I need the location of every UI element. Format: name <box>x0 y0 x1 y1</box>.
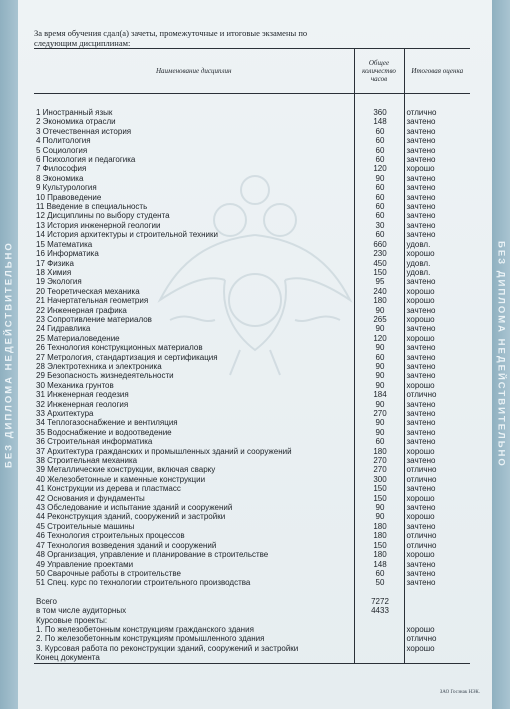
discipline-grade: зачтено <box>404 127 470 136</box>
discipline-hours: 180 <box>354 522 404 531</box>
discipline-hours: 230 <box>354 249 404 258</box>
discipline-hours: 60 <box>354 230 404 239</box>
table-row <box>34 550 470 559</box>
discipline-hours: 60 <box>354 211 404 220</box>
discipline-name: 19 Экология <box>36 277 82 287</box>
end-of-document: Конец документа <box>34 653 354 663</box>
discipline-grade: зачтено <box>404 569 470 578</box>
discipline-hours: 150 <box>354 494 404 503</box>
discipline-name: 24 Гидравлика <box>36 324 91 334</box>
discipline-hours: 90 <box>354 503 404 512</box>
projects-hours <box>354 616 404 625</box>
discipline-grade: отлично <box>404 465 470 474</box>
table-row <box>34 531 470 540</box>
table-row <box>34 475 470 484</box>
discipline-hours: 60 <box>354 202 404 211</box>
left-band-text: БЕЗ ДИПЛОМА НЕДЕЙСТВИТЕЛЬНО <box>3 241 15 468</box>
total-grade <box>404 597 470 606</box>
discipline-hours: 265 <box>354 315 404 324</box>
table-row <box>34 202 470 211</box>
discipline-hours: 150 <box>354 484 404 493</box>
table-row <box>34 315 470 324</box>
gap-cell <box>404 588 470 597</box>
discipline-grade: хорошо <box>404 164 470 173</box>
discipline-hours: 240 <box>354 287 404 296</box>
discipline-hours: 270 <box>354 409 404 418</box>
discipline-grade: зачтено <box>404 484 470 493</box>
discipline-grade: зачтено <box>404 343 470 352</box>
discipline-hours: 60 <box>354 127 404 136</box>
printer-code: ЗАО Госзнак НЭК. <box>439 690 480 695</box>
discipline-name: 51 Спец. курс по технологии строительного производства <box>36 578 251 588</box>
project-grade: хорошо <box>404 644 470 653</box>
header-final-grade: Итоговая оценка <box>404 49 470 94</box>
discipline-grade: отлично <box>404 475 470 484</box>
project-hours <box>354 634 404 643</box>
discipline-name: 30 Механика грунтов <box>36 380 114 390</box>
table-row <box>34 503 470 512</box>
table-row <box>34 418 470 427</box>
total-row <box>34 597 470 606</box>
discipline-name: 15 Математика <box>36 239 93 249</box>
project-row <box>34 634 470 643</box>
table-row <box>34 117 470 126</box>
grades-table <box>34 48 470 664</box>
table-row <box>34 522 470 531</box>
discipline-grade: хорошо <box>404 249 470 258</box>
discipline-name: 49 Управление проектами <box>36 559 134 569</box>
discipline-grade: зачтено <box>404 146 470 155</box>
discipline-name: 1 Иностранный язык <box>36 108 113 117</box>
discipline-name: 10 Правоведение <box>36 192 102 202</box>
discipline-hours: 120 <box>354 334 404 343</box>
discipline-name: 47 Технология возведения зданий и сооружений <box>36 540 217 550</box>
discipline-grade: зачтено <box>404 174 470 183</box>
discipline-name: 8 Экономика <box>36 173 84 183</box>
discipline-name: 25 Материаловедение <box>36 333 120 343</box>
discipline-name: 23 Сопротивление материалов <box>36 314 152 324</box>
discipline-grade: зачтено <box>404 428 470 437</box>
table-row <box>34 324 470 333</box>
project-grade: отлично <box>404 634 470 643</box>
discipline-name: 9 Культурология <box>36 183 97 193</box>
table-row <box>34 560 470 569</box>
discipline-name: 14 История архитектуры и строительной техники <box>36 230 218 240</box>
discipline-name: 18 Химия <box>36 267 72 277</box>
table-row <box>34 296 470 305</box>
discipline-grade: зачтено <box>404 522 470 531</box>
project-hours <box>354 644 404 653</box>
project-name: 3. Курсовая работа по реконструкции зданий, сооружений и застройки <box>36 643 299 653</box>
discipline-grade: хорошо <box>404 512 470 521</box>
discipline-grade: зачтено <box>404 456 470 465</box>
discipline-grade: зачтено <box>404 409 470 418</box>
projects-label: Курсовые проекты: <box>36 615 108 625</box>
table-row <box>34 164 470 173</box>
table-row <box>34 428 470 437</box>
discipline-name: 7 Философия <box>36 164 87 174</box>
header-total-hours: Общее количество часов <box>354 49 404 94</box>
table-row <box>34 409 470 418</box>
discipline-hours: 180 <box>354 531 404 540</box>
table-row <box>34 193 470 202</box>
discipline-grade: зачтено <box>404 136 470 145</box>
discipline-grade: отлично <box>404 390 470 399</box>
discipline-hours: 90 <box>354 418 404 427</box>
table-row <box>34 108 470 117</box>
table-row <box>34 465 470 474</box>
table-row <box>34 390 470 399</box>
discipline-grade: зачтено <box>404 371 470 380</box>
table-row <box>34 230 470 239</box>
discipline-hours: 60 <box>354 136 404 145</box>
discipline-grade: зачтено <box>404 560 470 569</box>
gap-cell <box>34 588 354 597</box>
table-row <box>34 569 470 578</box>
header-discipline-name: Наименование дисциплин <box>34 49 354 94</box>
table-row <box>34 277 470 286</box>
discipline-hours: 90 <box>354 324 404 333</box>
discipline-name: 12 Дисциплины по выбору студента <box>36 211 170 221</box>
discipline-hours: 50 <box>354 578 404 587</box>
discipline-name: 11 Введение в специальность <box>36 202 148 212</box>
discipline-grade: отлично <box>404 531 470 540</box>
discipline-name: 21 Начертательная геометрия <box>36 296 149 306</box>
table-row <box>34 484 470 493</box>
discipline-name: 40 Железобетонные и каменные конструкции <box>36 474 206 484</box>
table-row <box>34 211 470 220</box>
discipline-hours: 270 <box>354 456 404 465</box>
discipline-hours: 60 <box>354 437 404 446</box>
discipline-grade: зачтено <box>404 324 470 333</box>
table-row <box>34 240 470 249</box>
table-row <box>34 343 470 352</box>
project-hours <box>354 625 404 634</box>
discipline-name: 42 Основания и фундаменты <box>36 493 145 503</box>
discipline-name: 22 Инженерная графика <box>36 305 127 315</box>
discipline-grade: зачтено <box>404 117 470 126</box>
discipline-name: 50 Сварочные работы в строительстве <box>36 568 181 578</box>
project-row <box>34 625 470 634</box>
table-row <box>34 268 470 277</box>
discipline-hours: 660 <box>354 240 404 249</box>
discipline-hours: 60 <box>354 146 404 155</box>
discipline-grade: зачтено <box>404 211 470 220</box>
discipline-hours: 60 <box>354 183 404 192</box>
table-row <box>34 155 470 164</box>
grades-body <box>34 94 470 664</box>
discipline-hours: 184 <box>354 390 404 399</box>
discipline-hours: 148 <box>354 560 404 569</box>
discipline-hours: 90 <box>354 174 404 183</box>
discipline-grade: хорошо <box>404 381 470 390</box>
discipline-name: 26 Технология конструкционных материалов <box>36 343 203 353</box>
discipline-hours: 60 <box>354 569 404 578</box>
discipline-name: 32 Инженерная геология <box>36 399 129 409</box>
discipline-grade: хорошо <box>404 315 470 324</box>
table-row <box>34 287 470 296</box>
total-hours: 7272 <box>354 597 404 606</box>
table-row <box>34 353 470 362</box>
discipline-grade: зачтено <box>404 221 470 230</box>
right-security-band <box>492 0 510 709</box>
discipline-hours: 60 <box>354 353 404 362</box>
discipline-name: 34 Теплогазоснабжение и вентиляция <box>36 418 178 428</box>
discipline-hours: 150 <box>354 541 404 550</box>
discipline-name: 37 Архитектура гражданских и промышленных зданий и сооружений <box>36 446 292 456</box>
discipline-name: 48 Организация, управление и планирование в строительстве <box>36 550 269 560</box>
table-row <box>34 381 470 390</box>
discipline-hours: 90 <box>354 512 404 521</box>
table-row <box>34 136 470 145</box>
table-row <box>34 174 470 183</box>
table-row <box>34 512 470 521</box>
discipline-name: 29 Безопасность жизнедеятельности <box>36 371 174 381</box>
discipline-hours: 90 <box>354 428 404 437</box>
end-row <box>34 653 470 663</box>
table-row <box>34 362 470 371</box>
discipline-name: 33 Архитектура <box>36 409 94 418</box>
discipline-grade: зачтено <box>404 503 470 512</box>
table-row <box>34 578 470 587</box>
project-name: 2. По железобетонным конструкциям промышленного здания <box>36 634 265 644</box>
discipline-grade: зачтено <box>404 353 470 362</box>
discipline-name: 28 Электротехника и электроника <box>36 361 162 371</box>
table-row <box>34 541 470 550</box>
projects-header-row <box>34 616 470 625</box>
discipline-grade: хорошо <box>404 550 470 559</box>
table-row <box>34 183 470 192</box>
discipline-grade: хорошо <box>404 447 470 456</box>
discipline-grade: зачтено <box>404 400 470 409</box>
auditory-label: в том числе аудиторных <box>36 606 127 616</box>
discipline-name: 6 Психология и педагогика <box>36 155 136 165</box>
discipline-name: 2 Экономика отрасли <box>36 117 116 127</box>
discipline-grade: хорошо <box>404 494 470 503</box>
discipline-grade: зачтено <box>404 437 470 446</box>
discipline-grade: отлично <box>404 108 470 117</box>
table-row <box>34 456 470 465</box>
discipline-hours: 30 <box>354 221 404 230</box>
discipline-name: 17 Физика <box>36 258 74 268</box>
discipline-name: 41 Конструкции из дерева и пластмасс <box>36 484 181 494</box>
discipline-grade: удовл. <box>404 240 470 249</box>
discipline-name: 43 Обследование и испытание зданий и сооружений <box>36 503 233 513</box>
discipline-hours: 180 <box>354 447 404 456</box>
discipline-grade: зачтено <box>404 183 470 192</box>
auditory-hours: 4433 <box>354 606 404 615</box>
discipline-hours: 90 <box>354 306 404 315</box>
discipline-hours: 150 <box>354 268 404 277</box>
discipline-grade: отлично <box>404 541 470 550</box>
discipline-grade: удовл. <box>404 259 470 268</box>
discipline-name: 39 Металлические конструкции, включая сварку <box>36 465 216 475</box>
discipline-hours: 90 <box>354 343 404 352</box>
intro-text: За время обучения сдал(а) зачеты, промежуточные и итоговые экзамены по следующим дисциплинам: <box>34 28 308 48</box>
table-row <box>34 371 470 380</box>
project-name: 1. По железобетонным конструкциям гражданского здания <box>36 624 254 634</box>
auditory-grade <box>404 606 470 615</box>
table-row <box>34 494 470 503</box>
table-row <box>34 306 470 315</box>
discipline-name: 13 История инженерной геологии <box>36 220 161 230</box>
end-hours <box>354 653 404 663</box>
discipline-grade: зачтено <box>404 306 470 315</box>
discipline-grade: зачтено <box>404 193 470 202</box>
project-grade: хорошо <box>404 625 470 634</box>
table-row <box>34 249 470 258</box>
discipline-hours: 90 <box>354 400 404 409</box>
discipline-hours: 450 <box>354 259 404 268</box>
table-row <box>34 259 470 268</box>
discipline-hours: 180 <box>354 550 404 559</box>
discipline-name: 31 Инженерная геодезия <box>36 390 129 400</box>
left-security-band <box>0 0 18 709</box>
discipline-name: 44 Реконструкция зданий, сооружений и застройки <box>36 512 226 522</box>
projects-grade <box>404 616 470 625</box>
right-band-text: БЕЗ ДИПЛОМА НЕДЕЙСТВИТЕЛЬНО <box>495 241 507 468</box>
table-row <box>34 334 470 343</box>
discipline-name: 35 Водоснабжение и водоотведение <box>36 427 172 437</box>
discipline-name: 20 Теоретическая механика <box>36 286 140 296</box>
end-grade <box>404 653 470 663</box>
gap-cell <box>354 588 404 597</box>
discipline-grade: хорошо <box>404 296 470 305</box>
discipline-hours: 270 <box>354 465 404 474</box>
discipline-hours: 148 <box>354 117 404 126</box>
discipline-name: 46 Технология строительных процессов <box>36 531 185 541</box>
discipline-name: 38 Строительная механика <box>36 456 138 466</box>
discipline-hours: 95 <box>354 277 404 286</box>
discipline-name: 4 Политология <box>36 136 91 146</box>
table-row <box>34 400 470 409</box>
discipline-name: 16 Информатика <box>36 249 99 259</box>
discipline-name: 27 Метрология, стандартизация и сертификация <box>36 352 218 362</box>
table-header-row <box>34 49 470 94</box>
discipline-grade: зачтено <box>404 230 470 239</box>
discipline-grade: зачтено <box>404 578 470 587</box>
table-row <box>34 127 470 136</box>
total-label: Всего <box>36 596 57 606</box>
table-row <box>34 146 470 155</box>
discipline-grade: зачтено <box>404 277 470 286</box>
discipline-grade: зачтено <box>404 202 470 211</box>
table-row <box>34 437 470 446</box>
gap-row <box>34 588 470 597</box>
discipline-grade: зачтено <box>404 362 470 371</box>
table-row <box>34 221 470 230</box>
discipline-hours: 60 <box>354 193 404 202</box>
spacer-row <box>34 94 470 109</box>
discipline-grade: зачтено <box>404 418 470 427</box>
discipline-name: 45 Строительные машины <box>36 521 135 531</box>
discipline-grade: хорошо <box>404 334 470 343</box>
discipline-name: 3 Отечественная история <box>36 126 132 136</box>
auditory-row <box>34 606 470 615</box>
discipline-hours: 180 <box>354 296 404 305</box>
discipline-hours: 360 <box>354 108 404 117</box>
discipline-hours: 90 <box>354 362 404 371</box>
discipline-hours: 300 <box>354 475 404 484</box>
discipline-grade: хорошо <box>404 287 470 296</box>
discipline-name: 5 Социология <box>36 145 88 155</box>
discipline-grade: зачтено <box>404 155 470 164</box>
discipline-hours: 60 <box>354 155 404 164</box>
discipline-hours: 90 <box>354 371 404 380</box>
discipline-grade: удовл. <box>404 268 470 277</box>
discipline-hours: 120 <box>354 164 404 173</box>
project-row <box>34 644 470 653</box>
table-row <box>34 447 470 456</box>
discipline-hours: 90 <box>354 381 404 390</box>
discipline-name: 36 Строительная информатика <box>36 437 153 447</box>
